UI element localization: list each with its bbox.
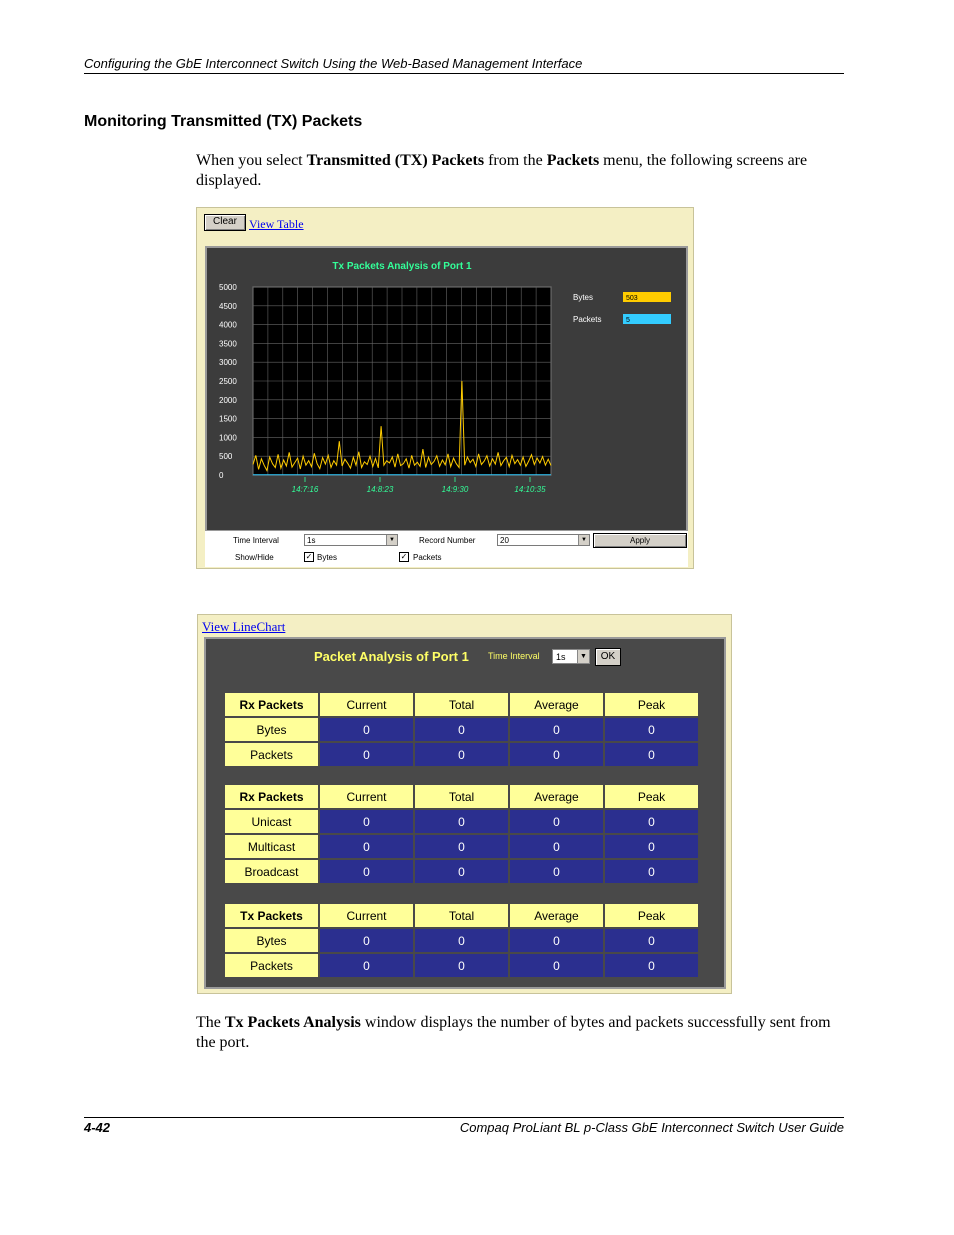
packet-analysis-table-screen: [197, 614, 732, 994]
closing-bold-1: Tx Packets Analysis: [224, 1014, 361, 1031]
intro-text-3: menu, the following screens are displayed.: [196, 152, 808, 189]
cell-value: 0: [510, 954, 603, 977]
tx-packets-chart: [207, 248, 686, 530]
cell-value: 0: [415, 718, 508, 741]
packets-checkbox[interactable]: ✓: [400, 552, 408, 561]
time-interval-label: Time Interval: [233, 536, 279, 545]
y-tick-label: 500: [219, 452, 233, 462]
legend-value: 503: [626, 295, 638, 302]
guide-title: Compaq ProLiant BL p-Class GbE Interconnect Switch User Guide: [459, 1120, 844, 1135]
cell-value: 0: [415, 835, 508, 858]
cell-value: 0: [605, 860, 698, 883]
panel-title: Packet Analysis of Port 1: [314, 649, 469, 664]
cell-value: 0: [510, 810, 603, 833]
y-tick-label: 3000: [219, 358, 237, 368]
cell-value: 0: [320, 929, 413, 952]
x-tick-label: 14:9:30: [441, 485, 469, 494]
apply-button[interactable]: Apply: [593, 533, 687, 548]
table-row: [225, 860, 698, 883]
chevron-down-icon: ▼: [578, 535, 589, 545]
time-interval-select[interactable]: [552, 649, 590, 664]
row-label: Unicast: [225, 810, 318, 833]
packet-analysis-panel: [204, 637, 726, 989]
table-header-row: [225, 904, 698, 927]
cell-value: 0: [415, 743, 508, 766]
page-number: 4-42: [84, 1120, 111, 1135]
y-tick-label: 1500: [219, 414, 237, 424]
cell-value: 0: [510, 743, 603, 766]
table-header-row: [225, 785, 698, 808]
chart-controls: [205, 531, 688, 567]
row-label: Packets: [225, 743, 318, 766]
intro-bold-1: Transmitted (TX) Packets: [306, 152, 485, 169]
y-tick-label: 4000: [219, 320, 237, 330]
column-header: Peak: [605, 785, 698, 808]
row-label: Multicast: [225, 835, 318, 858]
show-hide-label: Show/Hide: [235, 553, 274, 562]
intro-bold-2: Packets: [546, 152, 600, 169]
cell-value: 0: [320, 718, 413, 741]
chevron-down-icon: ▼: [577, 650, 589, 663]
y-tick-label: 3500: [219, 339, 237, 349]
closing-paragraph: [196, 1013, 846, 1053]
cell-value: 0: [605, 954, 698, 977]
view-table-link[interactable]: View Table: [249, 217, 304, 231]
column-header: Rx Packets: [225, 785, 318, 808]
x-tick-label: 14:8:23: [366, 485, 394, 494]
cell-value: 0: [605, 743, 698, 766]
chart-panel: [205, 246, 688, 532]
chevron-down-icon: ▼: [386, 535, 397, 545]
packets-checkbox-label: Packets: [413, 553, 442, 562]
cell-value: 0: [320, 835, 413, 858]
section-title: Monitoring Transmitted (TX) Packets: [84, 113, 363, 130]
tx-bytes-packets-table: [223, 902, 700, 979]
row-label: Packets: [225, 954, 318, 977]
tx-packets-chart-screen: [196, 207, 694, 569]
x-tick-label: 14:10:35: [514, 485, 546, 494]
column-header: Total: [415, 785, 508, 808]
cell-value: 0: [605, 810, 698, 833]
bytes-checkbox-label: Bytes: [317, 553, 338, 562]
rx-cast-table: [223, 783, 700, 885]
cell-value: 0: [605, 718, 698, 741]
cell-value: 0: [510, 929, 603, 952]
cell-value: 0: [320, 743, 413, 766]
table-row: [225, 743, 698, 766]
cell-value: 0: [510, 860, 603, 883]
cell-value: 0: [605, 929, 698, 952]
intro-paragraph: [196, 151, 846, 191]
y-tick-label: 4500: [219, 301, 237, 311]
row-label: Bytes: [225, 718, 318, 741]
column-header: Tx Packets: [225, 904, 318, 927]
table-row: [225, 718, 698, 741]
table-row: [225, 954, 698, 977]
cell-value: 0: [415, 810, 508, 833]
cell-value: 0: [320, 954, 413, 977]
record-number-value: 20: [500, 536, 509, 545]
clear-button[interactable]: Clear: [204, 214, 246, 231]
table-row: [225, 835, 698, 858]
chart-title: Tx Packets Analysis of Port 1: [332, 261, 472, 272]
cell-value: 0: [320, 810, 413, 833]
column-header: Average: [510, 904, 603, 927]
legend-swatch: [623, 314, 671, 324]
y-tick-label: 0: [219, 471, 224, 480]
row-label: Broadcast: [225, 860, 318, 883]
column-header: Total: [415, 693, 508, 716]
column-header: Average: [510, 693, 603, 716]
column-header: Current: [320, 785, 413, 808]
table-header-row: [225, 693, 698, 716]
closing-text-1: The: [196, 1014, 225, 1031]
x-tick-label: 14:7:16: [291, 485, 319, 494]
legend-value: 5: [626, 317, 630, 324]
time-interval-value: 1s: [307, 536, 316, 545]
cell-value: 0: [415, 929, 508, 952]
y-tick-label: 2500: [219, 377, 237, 386]
cell-value: 0: [510, 718, 603, 741]
table-row: [225, 929, 698, 952]
column-header: Rx Packets: [225, 693, 318, 716]
row-label: Bytes: [225, 929, 318, 952]
column-header: Current: [320, 693, 413, 716]
intro-text-1: When you select: [196, 152, 307, 169]
time-interval-select[interactable]: [304, 534, 398, 546]
column-header: Total: [415, 904, 508, 927]
view-linechart-link[interactable]: View LineChart: [202, 619, 286, 634]
time-interval-label: Time Interval: [488, 651, 540, 661]
record-number-select[interactable]: [497, 534, 590, 546]
intro-text-2: from the: [484, 152, 547, 169]
cell-value: 0: [415, 954, 508, 977]
y-tick-label: 5000: [219, 283, 237, 292]
header-rule: [84, 73, 844, 74]
closing-text-2: window displays the number of bytes and packets successfully sent from the port.: [196, 1014, 831, 1051]
cell-value: 0: [415, 860, 508, 883]
column-header: Peak: [605, 904, 698, 927]
y-tick-label: 2000: [219, 395, 237, 405]
running-header: Configuring the GbE Interconnect Switch Using the Web-Based Management Interface: [84, 56, 583, 71]
table-row: [225, 810, 698, 833]
ok-button[interactable]: OK: [595, 648, 621, 666]
legend-label: Bytes: [573, 293, 594, 302]
column-header: Current: [320, 904, 413, 927]
cell-value: 0: [320, 860, 413, 883]
column-header: Peak: [605, 693, 698, 716]
record-number-label: Record Number: [419, 536, 476, 545]
cell-value: 0: [605, 835, 698, 858]
y-tick-label: 1000: [219, 433, 237, 443]
time-interval-value: 1s: [556, 652, 566, 662]
rx-bytes-packets-table: [223, 691, 700, 768]
bytes-checkbox[interactable]: ✓: [305, 552, 313, 561]
column-header: Average: [510, 785, 603, 808]
cell-value: 0: [510, 835, 603, 858]
legend-label: Packets: [573, 315, 602, 324]
footer-rule: [84, 1117, 844, 1118]
